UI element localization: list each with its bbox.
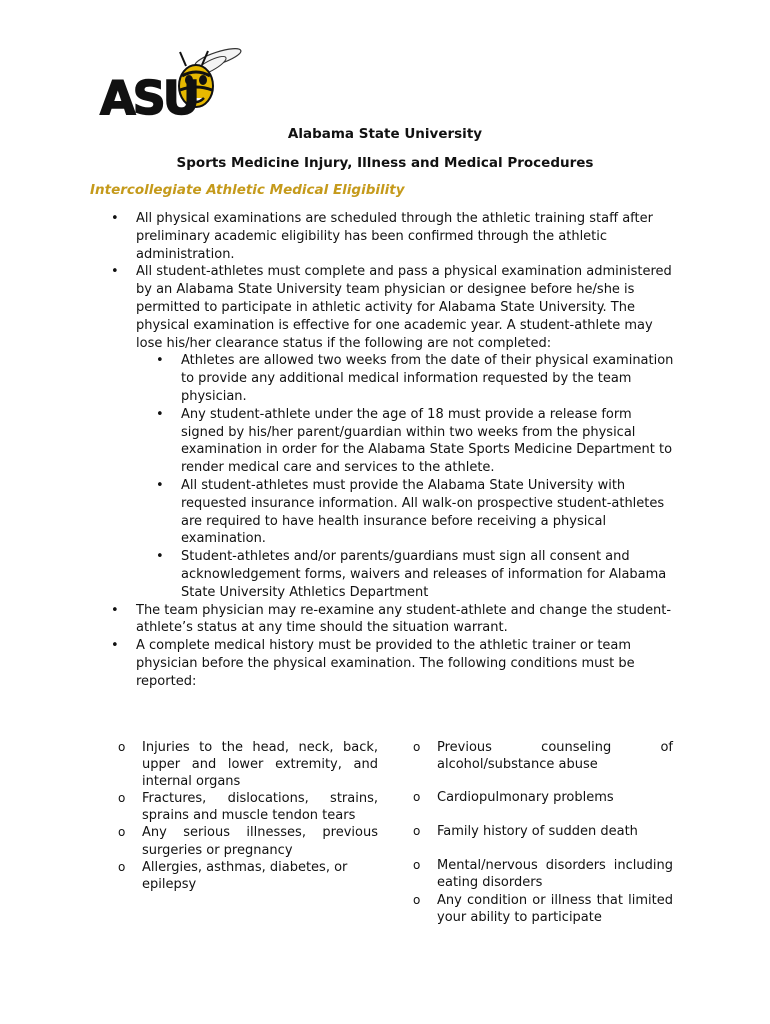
condition-item: o Family history of sudden death — [437, 823, 673, 840]
conditions-right-column — [437, 739, 673, 926]
condition-item: o Any condition or illness that limited your ability to participate — [437, 892, 673, 926]
university-name: Alabama State University — [287, 126, 483, 142]
condition-item: o Any serious illnesses, previous surgeries or pregnancy — [142, 824, 378, 858]
list-item: • All student-athletes must complete and pass a physical examination administered by an Alabama State University team physician or designee before he/she is permitted to participate in athletic activity for Alabama State University. The physical examination is effective for one academic year. A student-athlete may lose his/her clearance status if the following are not completed: — [0, 263, 770, 352]
condition-item: o Previous counseling of alcohol/substance abuse — [437, 739, 673, 773]
logo-text: ASU — [100, 71, 198, 124]
sub-list-item: • Any student-athlete under the age of 18 must provide a release form signed by his/her parent/guardian within two weeks from the physical examination in order for the Alabama State Sports Medicine Department to render medical care and services to the athlete. — [0, 406, 770, 477]
condition-item: o Fractures, dislocations, strains, sprains and muscle tendon tears — [142, 790, 378, 824]
document-title: Sports Medicine Injury, Illness and Medical Procedures — [176, 155, 594, 171]
asu-hornet-logo — [98, 46, 248, 124]
condition-item: o Injuries to the head, neck, back, upper and lower extremity, and internal organs — [142, 739, 378, 790]
sub-list-item: • Athletes are allowed two weeks from the date of their physical examination to provide any additional medical information requested by the team physician. — [0, 352, 770, 405]
condition-item: o Allergies, asthmas, diabetes, or epilepsy — [142, 859, 378, 893]
sub-list-item: • All student-athletes must provide the Alabama State University with requested insurance information. All walk-on prospective student-athletes are required to have health insurance before receiving a physical examination. — [0, 477, 770, 548]
condition-item: o Cardiopulmonary problems — [437, 789, 673, 806]
conditions-left-column — [142, 739, 378, 893]
list-item: • A complete medical history must be provided to the athletic trainer or team physician before the physical examination. The following conditions must be reported: — [0, 637, 770, 690]
eligibility-list — [0, 210, 770, 691]
section-heading: Intercollegiate Athletic Medical Eligibility — [90, 182, 405, 198]
list-item: • All physical examinations are scheduled through the athletic training staff after preliminary academic eligibility has been confirmed through the athletic administration. — [0, 210, 770, 263]
list-item: • The team physician may re-examine any student-athlete and change the student-athlete’s status at any time should the situation warrant. — [0, 602, 770, 638]
sub-list-item: • Student-athletes and/or parents/guardians must sign all consent and acknowledgement forms, waivers and releases of information for Alabama State University Athletics Department — [0, 548, 770, 601]
condition-item: o Mental/nervous disorders including eating disorders — [437, 857, 673, 891]
